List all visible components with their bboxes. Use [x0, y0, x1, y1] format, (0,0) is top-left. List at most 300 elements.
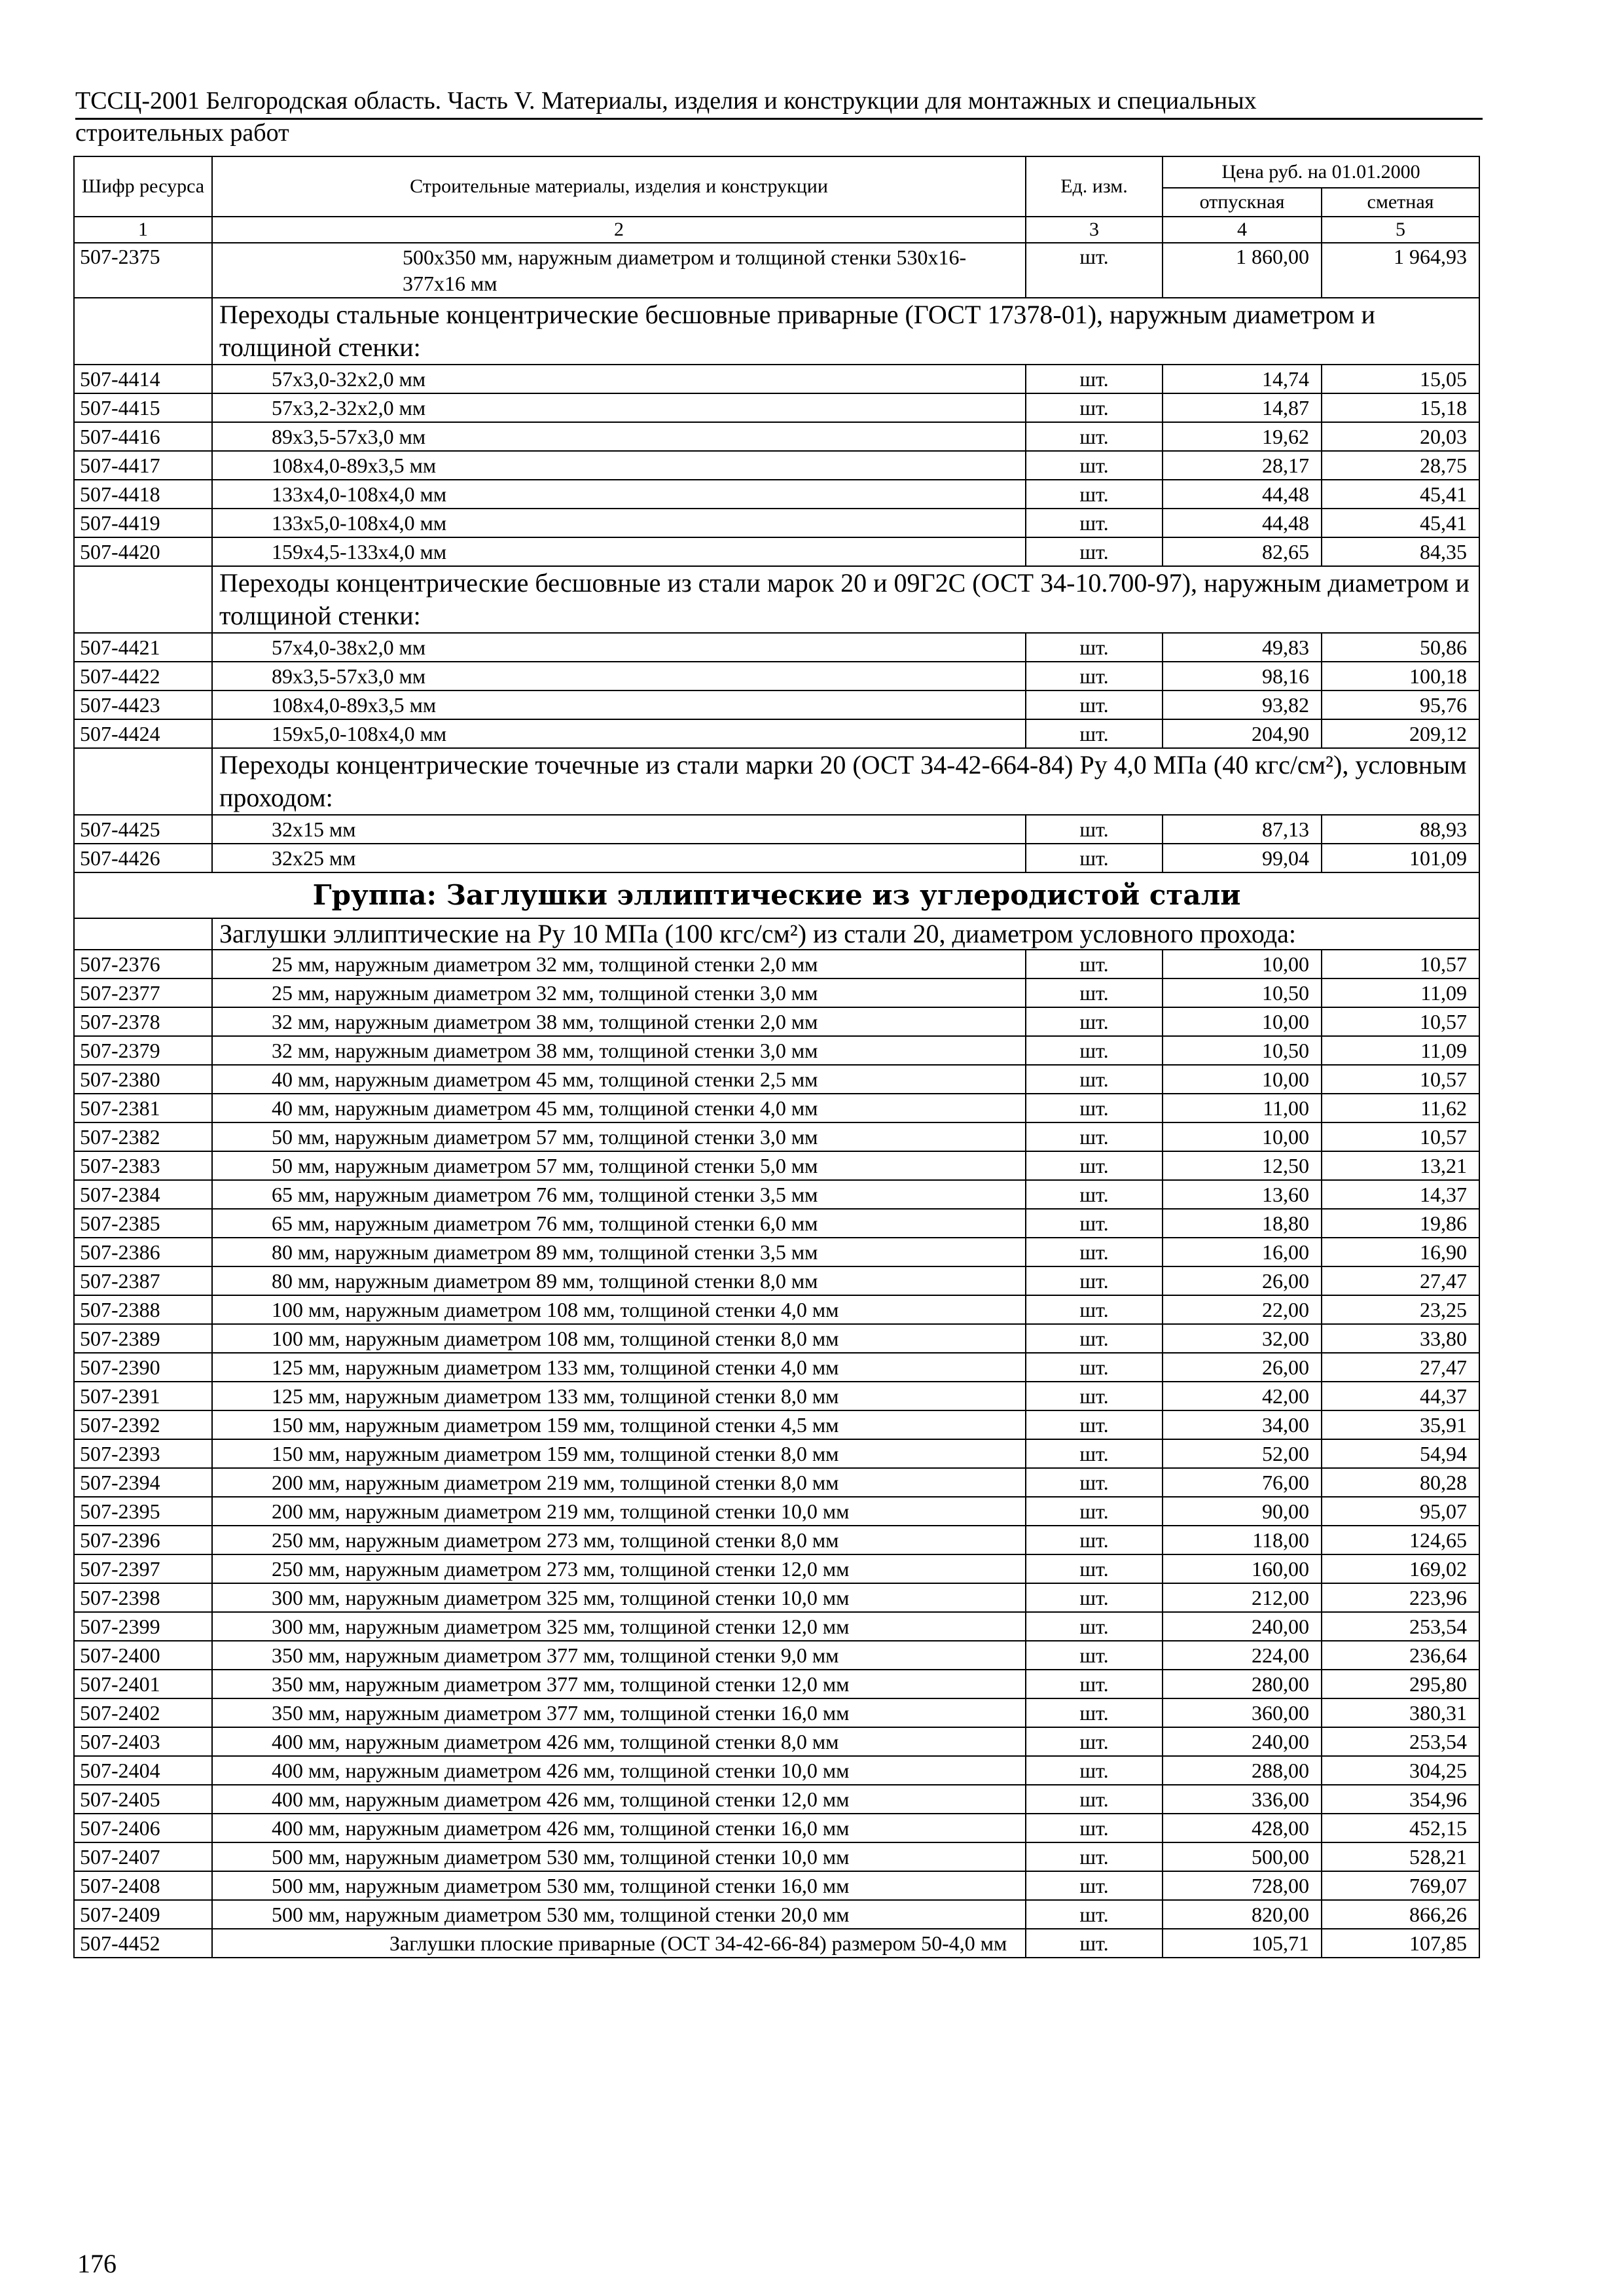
table-row: [74, 1785, 1479, 1814]
unit: шт.: [1026, 1756, 1163, 1785]
estimate-price: 769,07: [1322, 1871, 1479, 1900]
table-row: [74, 1670, 1479, 1698]
subsection-title: Переходы концентрические точечные из стали марки 20 (ОСТ 34-42-664-84) Ру 4,0 МПа (40 кгс/см²), условным проходом:: [212, 748, 1479, 815]
estimate-price: 10,57: [1322, 1007, 1479, 1036]
col-header-unit: Ед. изм.: [1026, 156, 1163, 217]
unit: шт.: [1026, 1641, 1163, 1670]
estimate-price: 101,09: [1322, 844, 1479, 872]
material-name: 500х350 мм, наружным диаметром и толщиной стенки 530х16-377х16 мм: [212, 243, 1026, 298]
col-header-code: Шифр ресурса: [74, 156, 212, 217]
resource-code: 507-2402: [74, 1698, 212, 1727]
subsection-row: [74, 298, 1479, 365]
table-row: [74, 1871, 1479, 1900]
table-row: [74, 1842, 1479, 1871]
unit: шт.: [1026, 1209, 1163, 1238]
table-header-row: [74, 156, 1479, 188]
resource-code: 507-4422: [74, 662, 212, 691]
unit: шт.: [1026, 1295, 1163, 1324]
table-row: [74, 1727, 1479, 1756]
resource-code: 507-2379: [74, 1036, 212, 1065]
group-row: [74, 872, 1479, 918]
resource-code: 507-2380: [74, 1065, 212, 1094]
col-number: 1: [74, 217, 212, 243]
table-row: [74, 422, 1479, 451]
material-name: 350 мм, наружным диаметром 377 мм, толщиной стенки 9,0 мм: [212, 1641, 1026, 1670]
release-price: 728,00: [1163, 1871, 1322, 1900]
material-name: 100 мм, наружным диаметром 108 мм, толщиной стенки 4,0 мм: [212, 1295, 1026, 1324]
release-price: 500,00: [1163, 1842, 1322, 1871]
table-row: [74, 537, 1479, 566]
estimate-price: 354,96: [1322, 1785, 1479, 1814]
release-price: 93,82: [1163, 691, 1322, 719]
table-row: [74, 1583, 1479, 1612]
estimate-price: 95,07: [1322, 1497, 1479, 1526]
release-price: 52,00: [1163, 1439, 1322, 1468]
resource-code: 507-2389: [74, 1324, 212, 1353]
resource-code: 507-2390: [74, 1353, 212, 1382]
release-price: 98,16: [1163, 662, 1322, 691]
subsection-row: [74, 748, 1479, 815]
resource-code: 507-2401: [74, 1670, 212, 1698]
material-name: 250 мм, наружным диаметром 273 мм, толщиной стенки 12,0 мм: [212, 1554, 1026, 1583]
release-price: 44,48: [1163, 480, 1322, 509]
estimate-price: 209,12: [1322, 719, 1479, 748]
unit: шт.: [1026, 978, 1163, 1007]
release-price: 224,00: [1163, 1641, 1322, 1670]
resource-code: 507-2397: [74, 1554, 212, 1583]
resource-code: 507-4416: [74, 422, 212, 451]
estimate-price: 11,09: [1322, 1036, 1479, 1065]
table-row: [74, 1238, 1479, 1266]
resource-code: 507-2406: [74, 1814, 212, 1842]
material-name: 150 мм, наружным диаметром 159 мм, толщиной стенки 4,5 мм: [212, 1410, 1026, 1439]
estimate-price: 236,64: [1322, 1641, 1479, 1670]
table-row: [74, 1266, 1479, 1295]
table-row: [74, 633, 1479, 662]
page-number: 176: [77, 2249, 117, 2278]
unit: шт.: [1026, 1612, 1163, 1641]
estimate-price: 169,02: [1322, 1554, 1479, 1583]
estimate-price: 1 964,93: [1322, 243, 1479, 298]
material-name: 57х3,0-32х2,0 мм: [212, 365, 1026, 393]
unit: шт.: [1026, 1353, 1163, 1382]
release-price: 10,00: [1163, 1122, 1322, 1151]
unit: шт.: [1026, 1180, 1163, 1209]
resource-code: 507-2391: [74, 1382, 212, 1410]
resource-code: 507-2382: [74, 1122, 212, 1151]
table-row: [74, 1526, 1479, 1554]
estimate-price: 27,47: [1322, 1353, 1479, 1382]
release-price: 240,00: [1163, 1727, 1322, 1756]
resource-code: 507-2377: [74, 978, 212, 1007]
release-price: 16,00: [1163, 1238, 1322, 1266]
unit: шт.: [1026, 1698, 1163, 1727]
table-row: [74, 1756, 1479, 1785]
resource-code: 507-2408: [74, 1871, 212, 1900]
release-price: 336,00: [1163, 1785, 1322, 1814]
unit: шт.: [1026, 365, 1163, 393]
material-name: 500 мм, наружным диаметром 530 мм, толщиной стенки 20,0 мм: [212, 1900, 1026, 1929]
table-row: [74, 451, 1479, 480]
material-name: 300 мм, наружным диаметром 325 мм, толщиной стенки 12,0 мм: [212, 1612, 1026, 1641]
subsection-title: Переходы концентрические бесшовные из стали марок 20 и 09Г2С (ОСТ 34-10.700-97), наружным диаметром и толщиной стенки:: [212, 566, 1479, 633]
unit: шт.: [1026, 662, 1163, 691]
estimate-price: 866,26: [1322, 1900, 1479, 1929]
unit: шт.: [1026, 1036, 1163, 1065]
estimate-price: 124,65: [1322, 1526, 1479, 1554]
resource-code: 507-2387: [74, 1266, 212, 1295]
resource-code: 507-2393: [74, 1439, 212, 1468]
resource-code: 507-2395: [74, 1497, 212, 1526]
release-price: 212,00: [1163, 1583, 1322, 1612]
table-row: [74, 1439, 1479, 1468]
release-price: 11,00: [1163, 1094, 1322, 1122]
resource-code: 507-4421: [74, 633, 212, 662]
table-row: [74, 1814, 1479, 1842]
table-row: [74, 1065, 1479, 1094]
material-name: 108х4,0-89х3,5 мм: [212, 691, 1026, 719]
col-header-price: Цена руб. на 01.01.2000: [1163, 156, 1479, 188]
table-row: [74, 1036, 1479, 1065]
table-row: [74, 1007, 1479, 1036]
estimate-price: 253,54: [1322, 1612, 1479, 1641]
release-price: 240,00: [1163, 1612, 1322, 1641]
estimate-price: 13,21: [1322, 1151, 1479, 1180]
material-name: 400 мм, наружным диаметром 426 мм, толщиной стенки 10,0 мм: [212, 1756, 1026, 1785]
unit: шт.: [1026, 691, 1163, 719]
resource-code: 507-2381: [74, 1094, 212, 1122]
release-price: 32,00: [1163, 1324, 1322, 1353]
table-row: [74, 1122, 1479, 1151]
material-name: 200 мм, наружным диаметром 219 мм, толщиной стенки 8,0 мм: [212, 1468, 1026, 1497]
unit: шт.: [1026, 243, 1163, 298]
material-name: 159х5,0-108х4,0 мм: [212, 719, 1026, 748]
release-price: 26,00: [1163, 1266, 1322, 1295]
material-name: 133х5,0-108х4,0 мм: [212, 509, 1026, 537]
material-name: 100 мм, наружным диаметром 108 мм, толщиной стенки 8,0 мм: [212, 1324, 1026, 1353]
unit: шт.: [1026, 1670, 1163, 1698]
material-name: 159х4,5-133х4,0 мм: [212, 537, 1026, 566]
empty-code-cell: [74, 748, 212, 815]
resource-code: 507-2404: [74, 1756, 212, 1785]
table-row: [74, 1353, 1479, 1382]
material-name: 250 мм, наружным диаметром 273 мм, толщиной стенки 8,0 мм: [212, 1526, 1026, 1554]
estimate-price: 10,57: [1322, 1122, 1479, 1151]
release-price: 204,90: [1163, 719, 1322, 748]
material-name: 57х4,0-38х2,0 мм: [212, 633, 1026, 662]
price-table-body: [74, 156, 1479, 1958]
resource-code: 507-2375: [74, 243, 212, 298]
estimate-price: 19,86: [1322, 1209, 1479, 1238]
release-price: 14,74: [1163, 365, 1322, 393]
release-price: 820,00: [1163, 1900, 1322, 1929]
empty-code-cell: [74, 298, 212, 365]
resource-code: 507-4452: [74, 1929, 212, 1958]
unit: шт.: [1026, 1929, 1163, 1958]
unit: шт.: [1026, 1410, 1163, 1439]
resource-code: 507-2398: [74, 1583, 212, 1612]
unit: шт.: [1026, 537, 1163, 566]
release-price: 10,50: [1163, 1036, 1322, 1065]
unit: шт.: [1026, 1266, 1163, 1295]
subsection-title: Заглушки эллиптические на Ру 10 МПа (100 кгс/см²) из стали 20, диаметром условного прохода:: [212, 918, 1479, 950]
estimate-price: 100,18: [1322, 662, 1479, 691]
empty-code-cell: [74, 566, 212, 633]
release-price: 1 860,00: [1163, 243, 1322, 298]
table-row: [74, 1612, 1479, 1641]
table-row: [74, 844, 1479, 872]
unit: шт.: [1026, 480, 1163, 509]
estimate-price: 54,94: [1322, 1439, 1479, 1468]
empty-code-cell: [74, 918, 212, 950]
col-number: 4: [1163, 217, 1322, 243]
col-header-estimate: сметная: [1322, 188, 1479, 217]
estimate-price: 253,54: [1322, 1727, 1479, 1756]
unit: шт.: [1026, 1842, 1163, 1871]
unit: шт.: [1026, 422, 1163, 451]
release-price: 76,00: [1163, 1468, 1322, 1497]
resource-code: 507-2378: [74, 1007, 212, 1036]
unit: шт.: [1026, 1238, 1163, 1266]
estimate-price: 20,03: [1322, 422, 1479, 451]
unit: шт.: [1026, 1727, 1163, 1756]
material-name: 32 мм, наружным диаметром 38 мм, толщиной стенки 2,0 мм: [212, 1007, 1026, 1036]
table-row: [74, 1468, 1479, 1497]
col-header-release: отпускная: [1163, 188, 1322, 217]
unit: шт.: [1026, 1007, 1163, 1036]
estimate-price: 45,41: [1322, 480, 1479, 509]
estimate-price: 27,47: [1322, 1266, 1479, 1295]
col-number: 2: [212, 217, 1026, 243]
material-name: 80 мм, наружным диаметром 89 мм, толщиной стенки 3,5 мм: [212, 1238, 1026, 1266]
material-name: 400 мм, наружным диаметром 426 мм, толщиной стенки 8,0 мм: [212, 1727, 1026, 1756]
estimate-price: 95,76: [1322, 691, 1479, 719]
unit: шт.: [1026, 1382, 1163, 1410]
table-row: [74, 365, 1479, 393]
material-name: 40 мм, наружным диаметром 45 мм, толщиной стенки 4,0 мм: [212, 1094, 1026, 1122]
table-row: [74, 1382, 1479, 1410]
unit: шт.: [1026, 815, 1163, 844]
resource-code: 507-2392: [74, 1410, 212, 1439]
estimate-price: 295,80: [1322, 1670, 1479, 1698]
resource-code: 507-2400: [74, 1641, 212, 1670]
table-row: [74, 815, 1479, 844]
unit: шт.: [1026, 1814, 1163, 1842]
table-row: [74, 719, 1479, 748]
release-price: 44,48: [1163, 509, 1322, 537]
release-price: 22,00: [1163, 1295, 1322, 1324]
resource-code: 507-2388: [74, 1295, 212, 1324]
resource-code: 507-4417: [74, 451, 212, 480]
table-row: [74, 1929, 1479, 1958]
material-name: 89х3,5-57х3,0 мм: [212, 422, 1026, 451]
resource-code: 507-4414: [74, 365, 212, 393]
estimate-price: 33,80: [1322, 1324, 1479, 1353]
release-price: 360,00: [1163, 1698, 1322, 1727]
release-price: 26,00: [1163, 1353, 1322, 1382]
subsection-row: [74, 918, 1479, 950]
release-price: 10,00: [1163, 1065, 1322, 1094]
material-name: 32х25 мм: [212, 844, 1026, 872]
unit: шт.: [1026, 1871, 1163, 1900]
table-row: [74, 1151, 1479, 1180]
table-row: [74, 662, 1479, 691]
material-name: 400 мм, наружным диаметром 426 мм, толщиной стенки 12,0 мм: [212, 1785, 1026, 1814]
release-price: 10,00: [1163, 1007, 1322, 1036]
material-name: 500 мм, наружным диаметром 530 мм, толщиной стенки 16,0 мм: [212, 1871, 1026, 1900]
table-row: [74, 1094, 1479, 1122]
material-name: Заглушки плоские приварные (ОСТ 34-42-66-84) размером 50-4,0 мм: [212, 1929, 1026, 1958]
material-name: 32 мм, наружным диаметром 38 мм, толщиной стенки 3,0 мм: [212, 1036, 1026, 1065]
resource-code: 507-4418: [74, 480, 212, 509]
table-row: [74, 978, 1479, 1007]
release-price: 87,13: [1163, 815, 1322, 844]
resource-code: 507-2376: [74, 950, 212, 978]
unit: шт.: [1026, 1324, 1163, 1353]
unit: шт.: [1026, 1468, 1163, 1497]
unit: шт.: [1026, 950, 1163, 978]
col-header-name: Строительные материалы, изделия и конструкции: [212, 156, 1026, 217]
material-name: 133х4,0-108х4,0 мм: [212, 480, 1026, 509]
release-price: 82,65: [1163, 537, 1322, 566]
running-header-line1: ТССЦ-2001 Белгородская область. Часть V. Материалы, изделия и конструкции для монтажных и специальных: [75, 87, 1257, 115]
table-row: [74, 950, 1479, 978]
resource-code: 507-2383: [74, 1151, 212, 1180]
estimate-price: 528,21: [1322, 1842, 1479, 1871]
unit: шт.: [1026, 1583, 1163, 1612]
table-row: [74, 1698, 1479, 1727]
unit: шт.: [1026, 393, 1163, 422]
estimate-price: 380,31: [1322, 1698, 1479, 1727]
resource-code: 507-2403: [74, 1727, 212, 1756]
resource-code: 507-2394: [74, 1468, 212, 1497]
unit: шт.: [1026, 1554, 1163, 1583]
unit: шт.: [1026, 1122, 1163, 1151]
material-name: 50 мм, наружным диаметром 57 мм, толщиной стенки 3,0 мм: [212, 1122, 1026, 1151]
estimate-price: 107,85: [1322, 1929, 1479, 1958]
estimate-price: 80,28: [1322, 1468, 1479, 1497]
release-price: 10,00: [1163, 950, 1322, 978]
resource-code: 507-2407: [74, 1842, 212, 1871]
release-price: 14,87: [1163, 393, 1322, 422]
release-price: 19,62: [1163, 422, 1322, 451]
estimate-price: 10,57: [1322, 1065, 1479, 1094]
resource-code: 507-2384: [74, 1180, 212, 1209]
release-price: 428,00: [1163, 1814, 1322, 1842]
unit: шт.: [1026, 451, 1163, 480]
resource-code: 507-4419: [74, 509, 212, 537]
estimate-price: 304,25: [1322, 1756, 1479, 1785]
unit: шт.: [1026, 1497, 1163, 1526]
unit: шт.: [1026, 1094, 1163, 1122]
estimate-price: 14,37: [1322, 1180, 1479, 1209]
unit: шт.: [1026, 1151, 1163, 1180]
resource-code: 507-2386: [74, 1238, 212, 1266]
material-name: 108х4,0-89х3,5 мм: [212, 451, 1026, 480]
running-header-line2: строительных работ: [75, 119, 289, 147]
estimate-price: 223,96: [1322, 1583, 1479, 1612]
col-number: 3: [1026, 217, 1163, 243]
release-price: 10,50: [1163, 978, 1322, 1007]
release-price: 105,71: [1163, 1929, 1322, 1958]
table-row: [74, 509, 1479, 537]
material-name: 500 мм, наружным диаметром 530 мм, толщиной стенки 10,0 мм: [212, 1842, 1026, 1871]
estimate-price: 23,25: [1322, 1295, 1479, 1324]
resource-code: 507-4426: [74, 844, 212, 872]
table-row: [74, 1180, 1479, 1209]
estimate-price: 452,15: [1322, 1814, 1479, 1842]
estimate-price: 35,91: [1322, 1410, 1479, 1439]
table-row: [74, 1900, 1479, 1929]
resource-code: 507-2409: [74, 1900, 212, 1929]
column-number-row: [74, 217, 1479, 243]
estimate-price: 50,86: [1322, 633, 1479, 662]
unit: шт.: [1026, 509, 1163, 537]
table-row: [74, 393, 1479, 422]
unit: шт.: [1026, 719, 1163, 748]
price-table: [73, 156, 1480, 1958]
release-price: 13,60: [1163, 1180, 1322, 1209]
release-price: 18,80: [1163, 1209, 1322, 1238]
release-price: 42,00: [1163, 1382, 1322, 1410]
resource-code: 507-2405: [74, 1785, 212, 1814]
resource-code: 507-2396: [74, 1526, 212, 1554]
estimate-price: 88,93: [1322, 815, 1479, 844]
material-name: 400 мм, наружным диаметром 426 мм, толщиной стенки 16,0 мм: [212, 1814, 1026, 1842]
table-row: [74, 691, 1479, 719]
resource-code: 507-2385: [74, 1209, 212, 1238]
resource-code: 507-4424: [74, 719, 212, 748]
estimate-price: 15,05: [1322, 365, 1479, 393]
release-price: 288,00: [1163, 1756, 1322, 1785]
subsection-row: [74, 566, 1479, 633]
material-name: 350 мм, наружным диаметром 377 мм, толщиной стенки 16,0 мм: [212, 1698, 1026, 1727]
material-name: 50 мм, наружным диаметром 57 мм, толщиной стенки 5,0 мм: [212, 1151, 1026, 1180]
unit: шт.: [1026, 1439, 1163, 1468]
material-name: 200 мм, наружным диаметром 219 мм, толщиной стенки 10,0 мм: [212, 1497, 1026, 1526]
col-number: 5: [1322, 217, 1479, 243]
release-price: 90,00: [1163, 1497, 1322, 1526]
group-title: Группа: Заглушки эллиптические из углеродистой стали: [74, 872, 1479, 918]
material-name: 80 мм, наружным диаметром 89 мм, толщиной стенки 8,0 мм: [212, 1266, 1026, 1295]
material-name: 350 мм, наружным диаметром 377 мм, толщиной стенки 12,0 мм: [212, 1670, 1026, 1698]
release-price: 99,04: [1163, 844, 1322, 872]
table-row: [74, 1554, 1479, 1583]
resource-code: 507-4420: [74, 537, 212, 566]
release-price: 280,00: [1163, 1670, 1322, 1698]
unit: шт.: [1026, 1065, 1163, 1094]
unit: шт.: [1026, 633, 1163, 662]
release-price: 28,17: [1163, 451, 1322, 480]
resource-code: 507-4423: [74, 691, 212, 719]
estimate-price: 16,90: [1322, 1238, 1479, 1266]
table-row: [74, 1209, 1479, 1238]
resource-code: 507-4415: [74, 393, 212, 422]
resource-code: 507-2399: [74, 1612, 212, 1641]
release-price: 34,00: [1163, 1410, 1322, 1439]
release-price: 49,83: [1163, 633, 1322, 662]
material-name: 25 мм, наружным диаметром 32 мм, толщиной стенки 3,0 мм: [212, 978, 1026, 1007]
material-name: 65 мм, наружным диаметром 76 мм, толщиной стенки 3,5 мм: [212, 1180, 1026, 1209]
release-price: 160,00: [1163, 1554, 1322, 1583]
release-price: 118,00: [1163, 1526, 1322, 1554]
table-row: [74, 243, 1479, 298]
estimate-price: 28,75: [1322, 451, 1479, 480]
estimate-price: 45,41: [1322, 509, 1479, 537]
material-name: 32х15 мм: [212, 815, 1026, 844]
table-row: [74, 1324, 1479, 1353]
table-row: [74, 480, 1479, 509]
